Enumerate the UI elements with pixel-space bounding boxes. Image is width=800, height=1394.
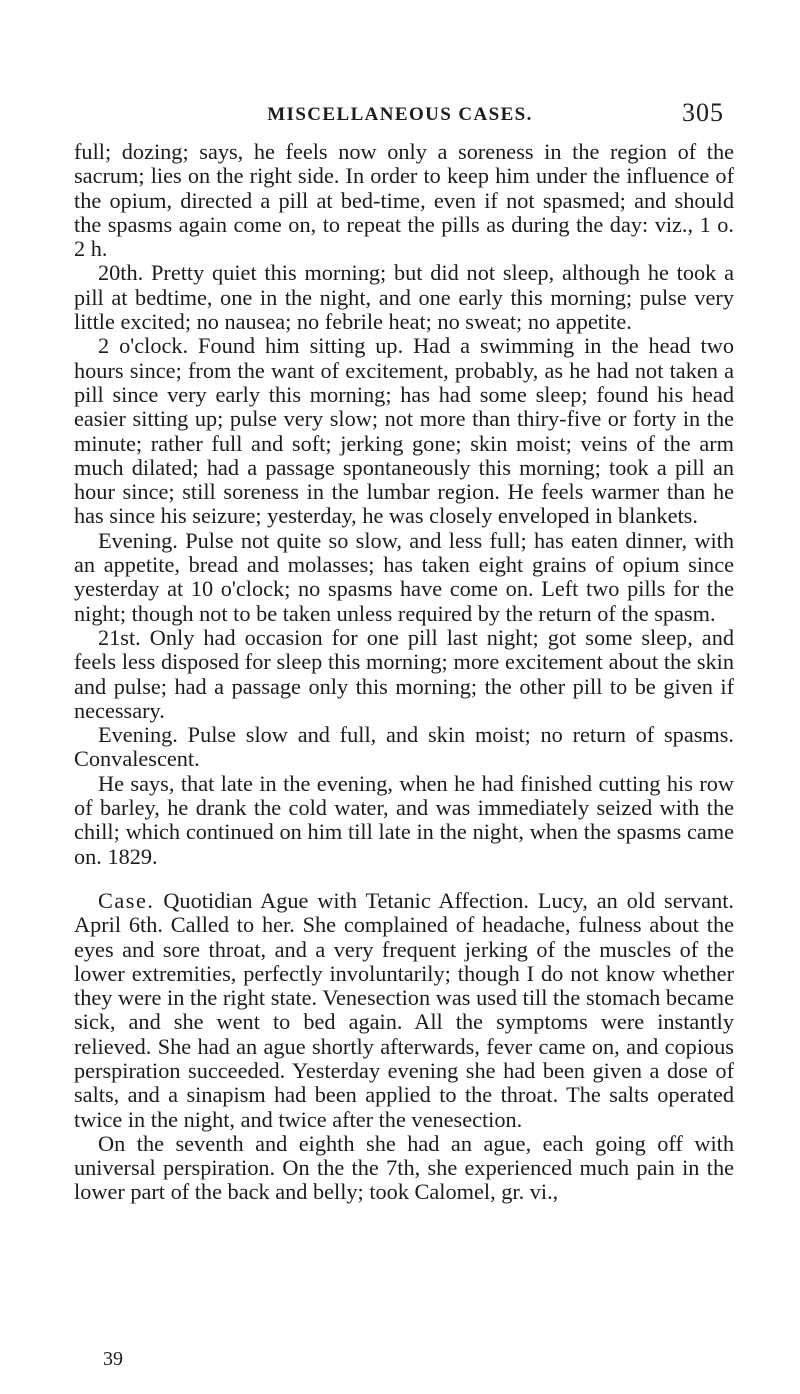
case-label: Case. — [98, 887, 155, 913]
case-text: Quotidian Ague with Tetanic Affection. Lucy, an old servant. April 6th. Called to her. She complained of headache, fulness about the eyes and sore throat, and a very frequent jerking of the muscles of the lower extremities, perfectly involuntarily; though I do not know whether they were in the right state. Venesection was used till the stomach became sick, and she went to bed again. All the symptoms were instantly relieved. She had an ague shortly afterwards, fever came on, and copious perspiration succeeded. Yesterday evening she had been given a dose of salts, and a sinapism had been applied to the throat. The salts operated twice in the night, and twice after the venesection. — [74, 887, 734, 1132]
paragraph: 21st. Only had occasion for one pill last night; got some sleep, and feels less disposed for sleep this morning; more excitement about the skin and pulse; had a passage only this morning; the other pill to be given if necessary. — [74, 624, 734, 723]
page-number: 305 — [682, 98, 724, 127]
paragraph: Evening. Pulse not quite so slow, and less full; has eaten dinner, with an appetite, bread and molasses; has taken eight grains of opium since yesterday at 10 o'clock; no spasms have come on. Left two pills for the night; though not to be taken unless required by the return of the spasm. — [74, 527, 734, 626]
running-title: MISCELLANEOUS CASES. — [267, 104, 533, 125]
paragraph: He says, that late in the evening, when he had finished cutting his row of barley, he drank the cold water, and was immediately seized with the chill; which continued on him till late in the night, when the spasms came on. 1829. — [74, 770, 734, 869]
paragraph: Evening. Pulse slow and full, and skin moist; no return of spasms. Convalescent. — [74, 722, 734, 772]
paragraph: full; dozing; says, he feels now only a soreness in the region of the sacrum; lies on the right side. In order to keep him under the influence of the opium, directed a pill at bed-time, even if not spasmed; and should the spasms again come on, to repeat the pills as during the day: viz., 1 o. 2 h. — [74, 139, 734, 262]
paragraph: 2 o'clock. Found him sitting up. Had a swimming in the head two hours since; from the want of excitement, probably, as he had not taken a pill since very early this morning; has had some sleep; found his head easier sitting up; pulse very slow; not more than thiry-five or forty in the minute; rather full and soft; jerking gone; skin moist; veins of the arm much dilated; had a passage spontaneously this morning; took a pill an hour since; still soreness in the lumbar region. He feels warmer than he has since his seizure; yesterday, he was closely enveloped in blankets. — [74, 333, 734, 529]
body-text — [74, 140, 734, 1205]
case-paragraph — [74, 889, 734, 1132]
case-continuation: On the seventh and eighth she had an ague, each going off with universal perspiration. On the the 7th, she experienced much pain in the lower part of the back and belly; took Calomel, gr. vi., — [74, 1130, 734, 1205]
signature-mark: 39 — [103, 1348, 123, 1370]
paragraph: 20th. Pretty quiet this morning; but did not sleep, although he took a pill at bedtime, one in the night, and one early this morning; pulse very little excited; no nausea; no febrile heat; no sweat; no appetite. — [74, 260, 734, 335]
page-header — [0, 98, 800, 134]
